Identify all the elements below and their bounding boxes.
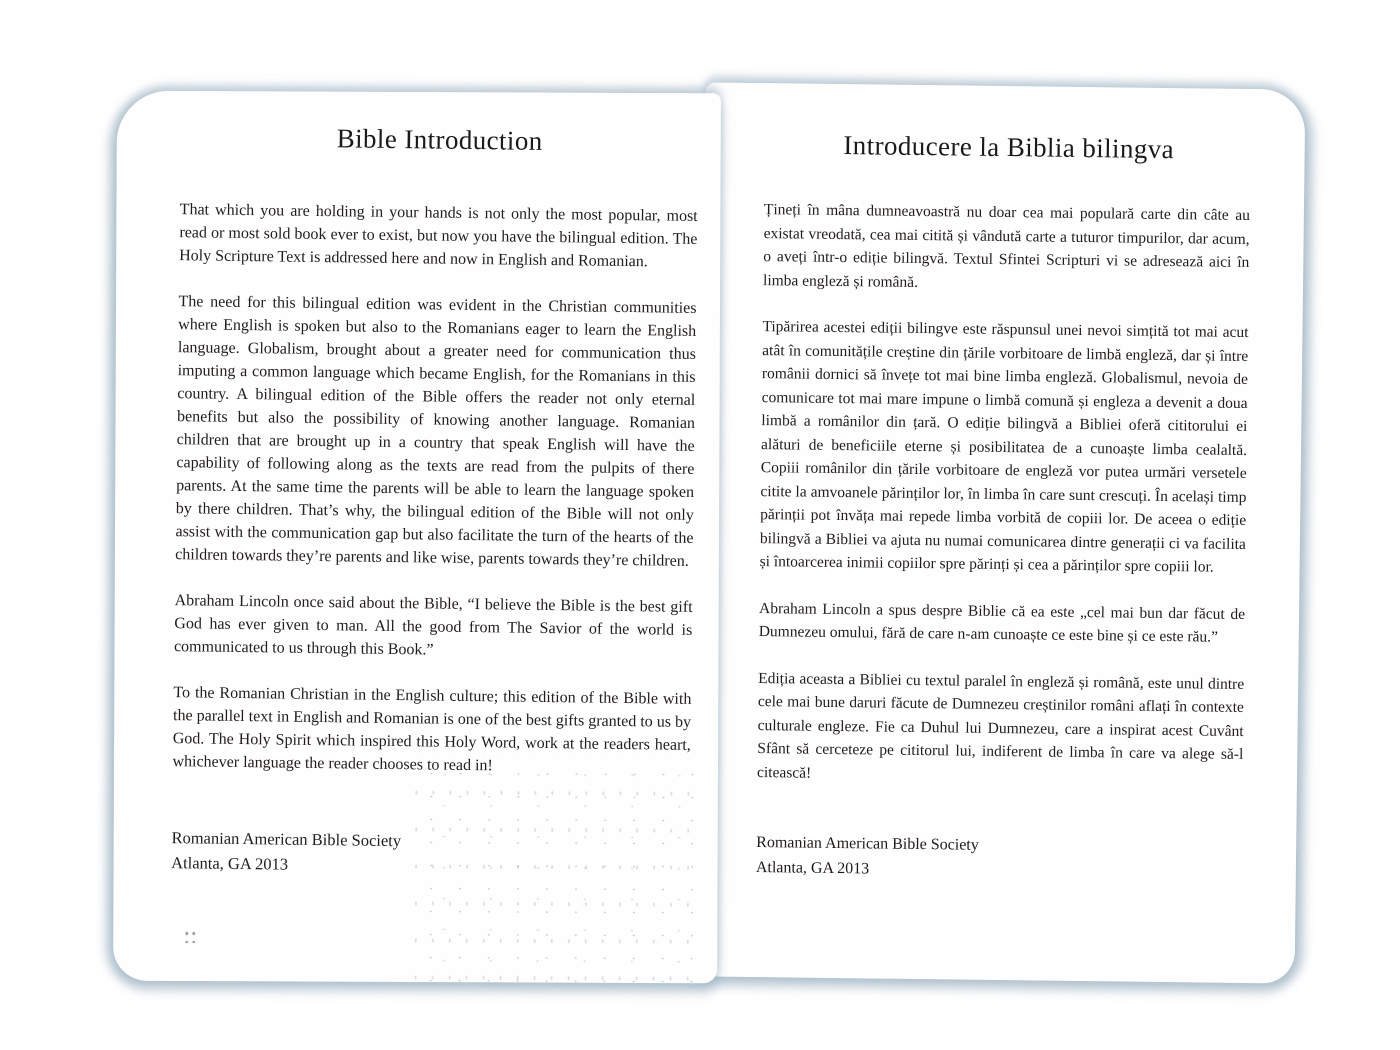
right-page-title: Introducere la Biblia bilingva <box>843 130 1175 165</box>
right-page-paragraph-4: Ediția aceasta a Bibliei cu textul paralel în engleză și română, este unul dintre cele mai bune daruri făcute de Dumnezeu creștinilor români aflați în contexte culturale engleze. Fie ca Duhul lui Dumnezeu, care a inspirat acest Cuvânt Sfânt să cerceteze pe cititorul lui, indiferent de limba în care va alege să-l citească! <box>756 669 1245 782</box>
left-page-paragraph-2: The need for this bilingual edition was evident in the Christian communities where English is spoken but also to the Romanians eager to learn the English language. Globalism, brought about a greater need for communication thus imputing a common language which became English, for the Romanians in this country. A bilingual edition of the Bible offers the reader not only eternal benefits but also the possibility of knowing another language. Romanian children that are brought up in a country that speak English will have the capability of following along as the texts are read from the pulpits of there parents. At the same time the parents will be able to learn the language spoken by there children. That’s why, the bilingual edition of the Bible will not only assist with the communication gap but also facilitate the turn of the hearts of the children towards they’re parents and like wise, parents towards they’re children. <box>175 293 697 570</box>
left-page-signature <box>171 825 694 882</box>
left-page-title: Bible Introduction <box>336 123 543 156</box>
right-page-body <box>757 198 1252 790</box>
scan-speck-artifact <box>183 929 197 943</box>
right-page <box>695 82 1306 983</box>
right-page-paragraph-3: Abraham Lincoln a spus despre Biblie că ea este „cel mai bun dar făcut de Dumnezeu omului, fără de care n-am cunoaște ce este bine și ce este rău.” <box>758 599 1246 646</box>
left-page-signature-society: Romanian American Bible Society <box>171 828 402 851</box>
right-page-paragraph-2: Tipărirea acestei ediții bilingve este răspunsul unei nevoi simțită tot mai acut atât în comunitățile creștine din țările vorbitoare de limbă engleză, dar și între românii dornici să învețe tot mai bine limba engleză. Globalismul, nevoia de comunicare tot mai mare impune o limbă comună și engleza a devenit a doua limbă a românilor din țară. O ediție bilingvă a Bibliei oferă cititorului ei alături de beneficiile eterne și posibilitatea de a cunoaște limba cealaltă. Copiii românilor din țările vorbitoare de engleză vor putea urmări versetele citite la amvoanele părinților lor, în limba în care sunt crescuți. În același timp părinții pot învăța mai repede limba vorbită de copiii lor. De aceea o ediție bilingvă a Bibliei va ajuta nu numai comunicarea dintre generații ci va facilita și întoarcerea inimii copiilor spre părinți și cea a părinților spre copiii lor. <box>759 318 1249 576</box>
left-page-paragraph-1: That which you are holding in your hands is not only the most popular, most read or most sold book ever to exist, but now you have the bilingual edition. The Holy Scripture Text is addressed here and now in English and Romanian. <box>179 201 698 271</box>
book-spread <box>115 84 1303 992</box>
right-page-paragraph-1: Țineți în mâna dumneavoastră nu doar cea mai populară carte din câte au existat vreodată, cea mai citită și vândută carte a tuturor timpurilor, dar acum, o aveți într-o ediție bilingvă. Textul Sfintei Scripturi vi se adresează aici în limba engleză și română. <box>762 201 1251 291</box>
left-page-content <box>107 90 721 882</box>
left-page-paragraph-3: Abraham Lincoln once said about the Bible, “I believe the Bible is the best gift God has ever given to man. All the good from The Savior of the world is communicated to us through this Book.” <box>173 592 693 659</box>
right-page-signature <box>756 830 1245 886</box>
left-page <box>113 91 721 984</box>
right-page-signature-society: Romanian American Bible Society <box>756 834 979 854</box>
right-page-content <box>696 82 1306 886</box>
left-page-signature-city: Atlanta, GA 2013 <box>171 853 289 874</box>
left-page-body <box>172 198 701 780</box>
left-page-paragraph-4: To the Romanian Christian in the English culture; this edition of the Bible with the parallel text in English and Romanian is one of the best gifts granted to us by God. The Holy Spirit which inspired this Holy Word, work at the readers heart, whichever language the reader chooses to read in! <box>172 684 692 775</box>
right-page-signature-city: Atlanta, GA 2013 <box>755 859 870 878</box>
